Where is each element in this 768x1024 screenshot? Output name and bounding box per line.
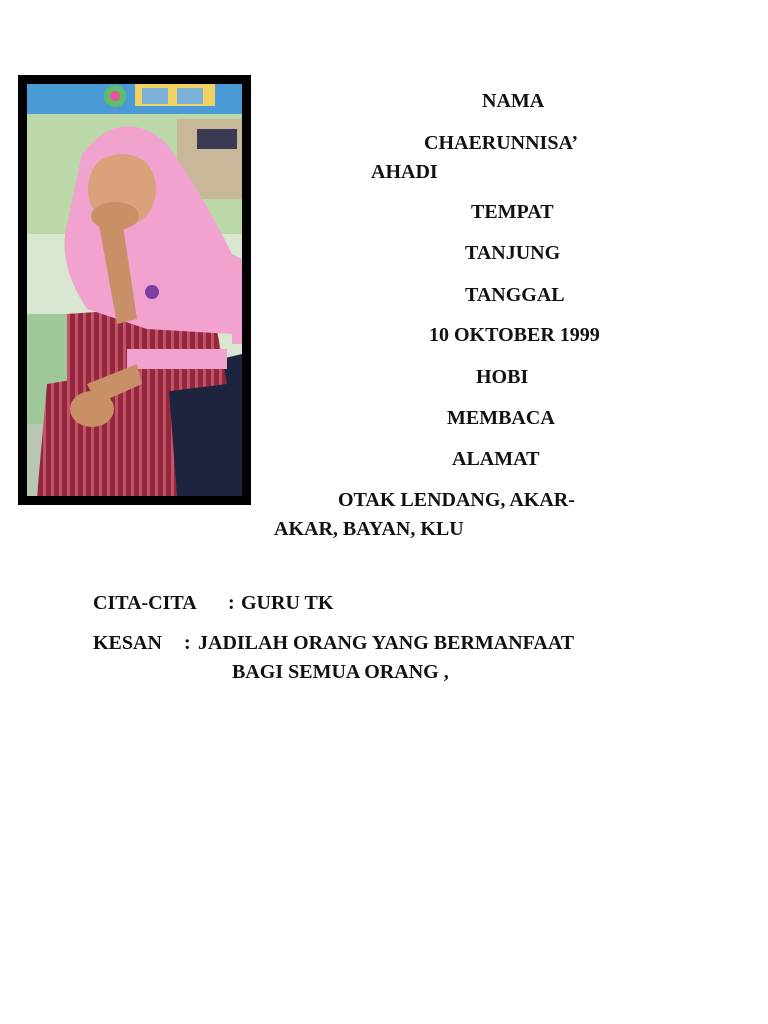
alamat-value-line1: OTAK LENDANG, AKAR-: [338, 489, 575, 511]
cita-cita-label: CITA-CITA: [93, 592, 197, 614]
kesan-value-line1: JADILAH ORANG YANG BERMANFAAT: [198, 632, 575, 654]
hobi-label: HOBI: [476, 366, 529, 388]
tempat-value: TANJUNG: [465, 242, 561, 264]
portrait-photo: [27, 84, 242, 496]
hobi-value: MEMBACA: [447, 407, 555, 429]
nama-value-line1: CHAERUNNISA’: [424, 132, 579, 154]
cita-cita-separator: :: [228, 592, 235, 614]
cita-cita-value: GURU TK: [241, 592, 334, 614]
kesan-separator: :: [184, 632, 191, 654]
kesan-label: KESAN: [93, 632, 162, 654]
alamat-value-line2: AKAR, BAYAN, KLU: [274, 518, 464, 540]
tanggal-value: 10 OKTOBER 1999: [429, 324, 600, 346]
portrait-photo-frame: [18, 75, 251, 505]
nama-value-line2: AHADI: [371, 161, 438, 183]
alamat-label: ALAMAT: [452, 448, 540, 470]
tanggal-label: TANGGAL: [465, 284, 565, 306]
nama-label: NAMA: [482, 90, 545, 112]
tempat-label: TEMPAT: [471, 201, 554, 223]
kesan-value-line2: BAGI SEMUA ORANG ,: [232, 661, 449, 683]
